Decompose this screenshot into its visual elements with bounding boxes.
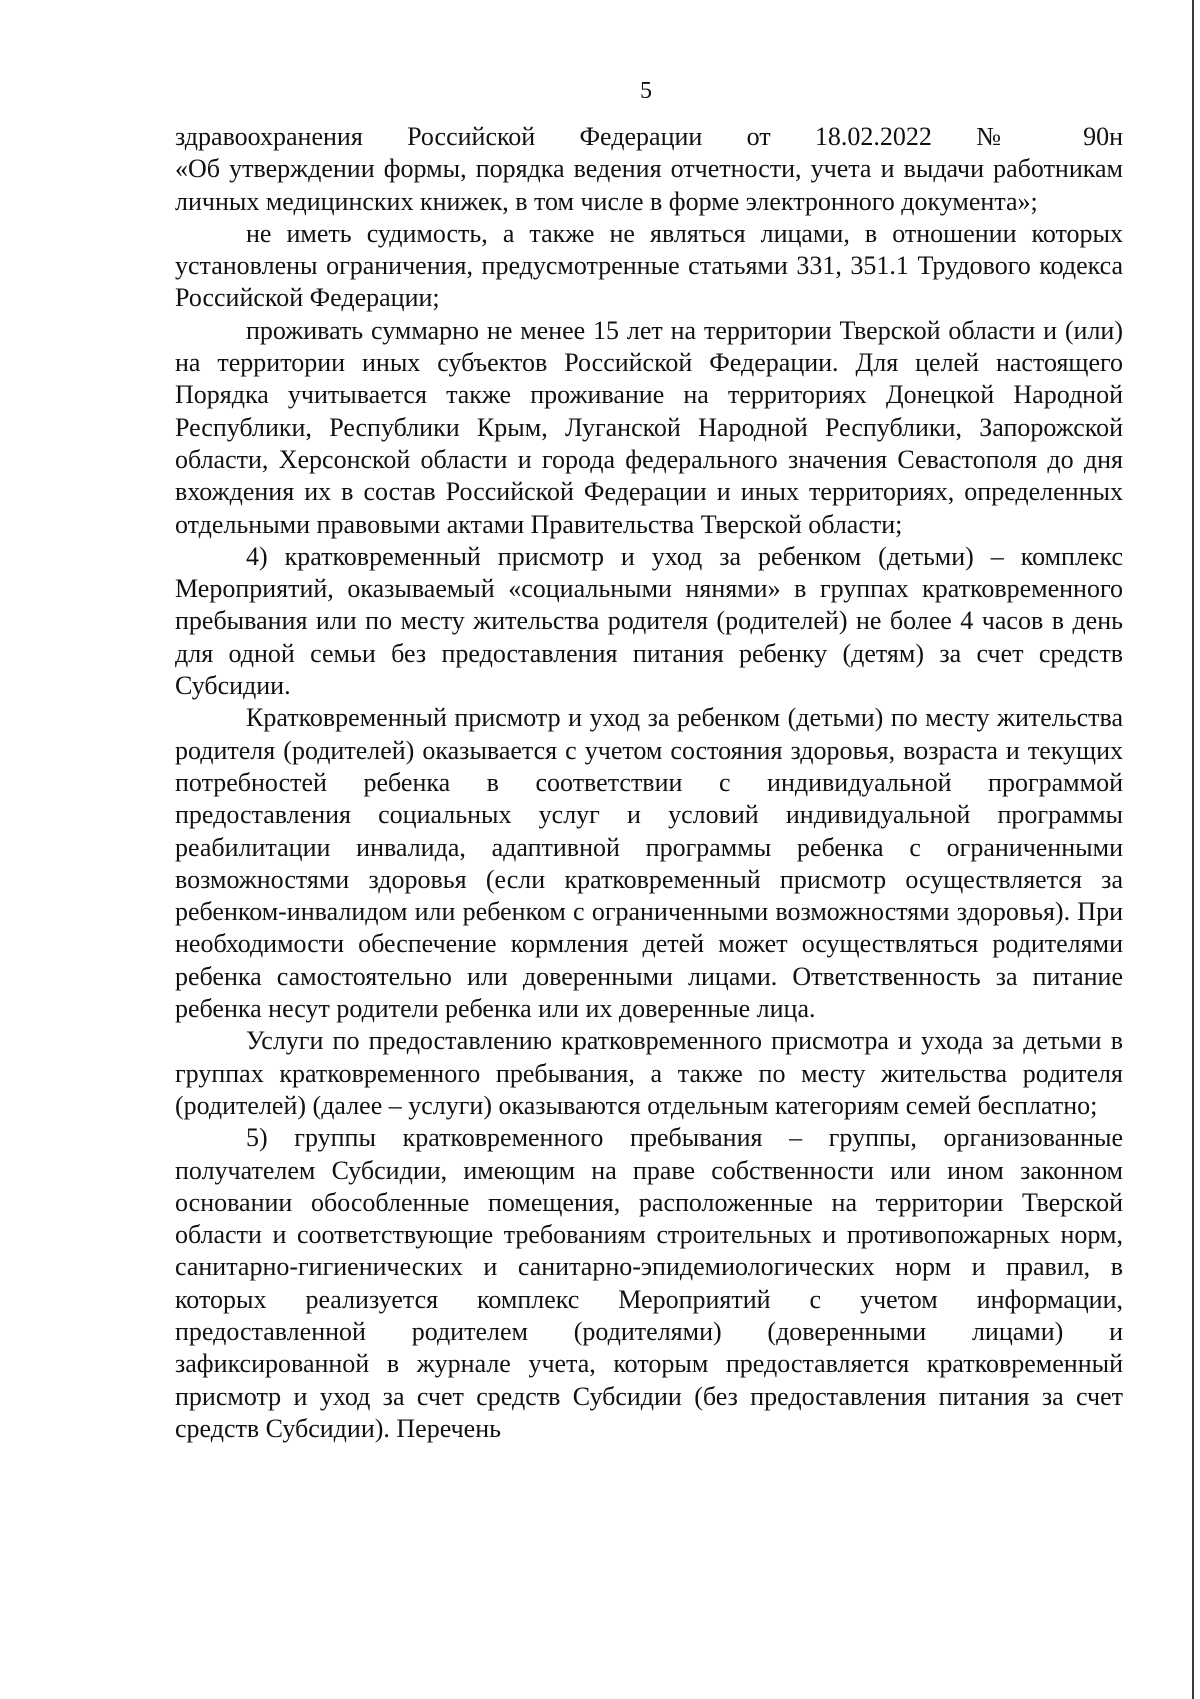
scan-edge-line (1192, 0, 1194, 1699)
paragraph: Услуги по предоставлению кратковременного присмотра и ухода за детьми в группах кратковременного пребывания, а также по месту жительства родителя (родителей) (далее – услуги) оказываются отдельным категориям семей бесплатно; (175, 1026, 1123, 1120)
paragraph-item-4: 4) кратковременный присмотр и уход за ребенком (детьми) – комплекс Мероприятий, оказываемый «социальными нянями» в группах кратковременного пребывания или по месту жительства родителя (родителей) не более 4 часов в день для одной семьи без предоставления питания ребенку (детям) за счет средств Субсидии. (175, 541, 1123, 701)
paragraph: Кратковременный присмотр и уход за ребенком (детьми) по месту жительства родителя (родителей) оказывается с учетом состояния здоровья, возраста и текущих потребностей ребенка в соответствии с индивидуальной программой предоставления социальных услуг и условий индивидуальной программы реабилитации инвалида, адаптивной программы ребенка с ограниченными возможностями здоровья (если кратковременный присмотр осуществляется за ребенком-инвалидом или ребенком с ограниченными возможностями здоровья). При необходимости обеспечение кормления детей может осуществляться родителями ребенка самостоятельно или доверенными лицами. Ответственность за питание ребенка несут родители ребенка или их доверенные лица. (175, 703, 1123, 1024)
page-number: 5 (640, 78, 652, 104)
paragraph-item-5: 5) группы кратковременного пребывания – группы, организованные получателем Субсидии, имеющим на праве собственности или ином законном основании обособленные помещения, расположенные на территории Тверской области и соответствующие требованиям строительных и противопожарных норм, санитарно-гигиенических и санитарно-эпидемиологических норм и правил, в которых реализуется комплекс Мероприятий с учетом информации, предоставленной родителем (родителями) (доверенными лицами) и зафиксированной в журнале учета, которым предоставляется кратковременный присмотр и уход за счет средств Субсидии (без предоставления питания за счет средств Субсидии). Перечень (175, 1123, 1123, 1443)
paragraph: не иметь судимость, а также не являться лицами, в отношении которых установлены ограничения, предусмотренные статьями 331, 351.1 Трудового кодекса Российской Федерации; (175, 218, 1123, 313)
paragraph: проживать суммарно не менее 15 лет на территории Тверской области и (или) на территории иных субъектов Российской Федерации. Для целей настоящего Порядка учитывается также проживание на территориях Донецкой Народной Республики, Республики Крым, Луганской Народной Республики, Запорожской области, Херсонской области и города федерального значения Севастополя до дня вхождения их в состав Российской Федерации и иных территориях, определенных отдельными правовыми актами Правительства Тверской области; (175, 315, 1123, 539)
document-body (175, 121, 1123, 1445)
paragraph-continuation (175, 121, 1123, 218)
paragraph-first-line: здравоохранения Российской Федерации от 18.02.2022 № 90н (175, 122, 1123, 151)
paragraph-text: «Об утверждении формы, порядка ведения отчетности, учета и выдачи работникам личных медицинских книжек, в том числе в форме электронного документа»; (175, 154, 1123, 216)
